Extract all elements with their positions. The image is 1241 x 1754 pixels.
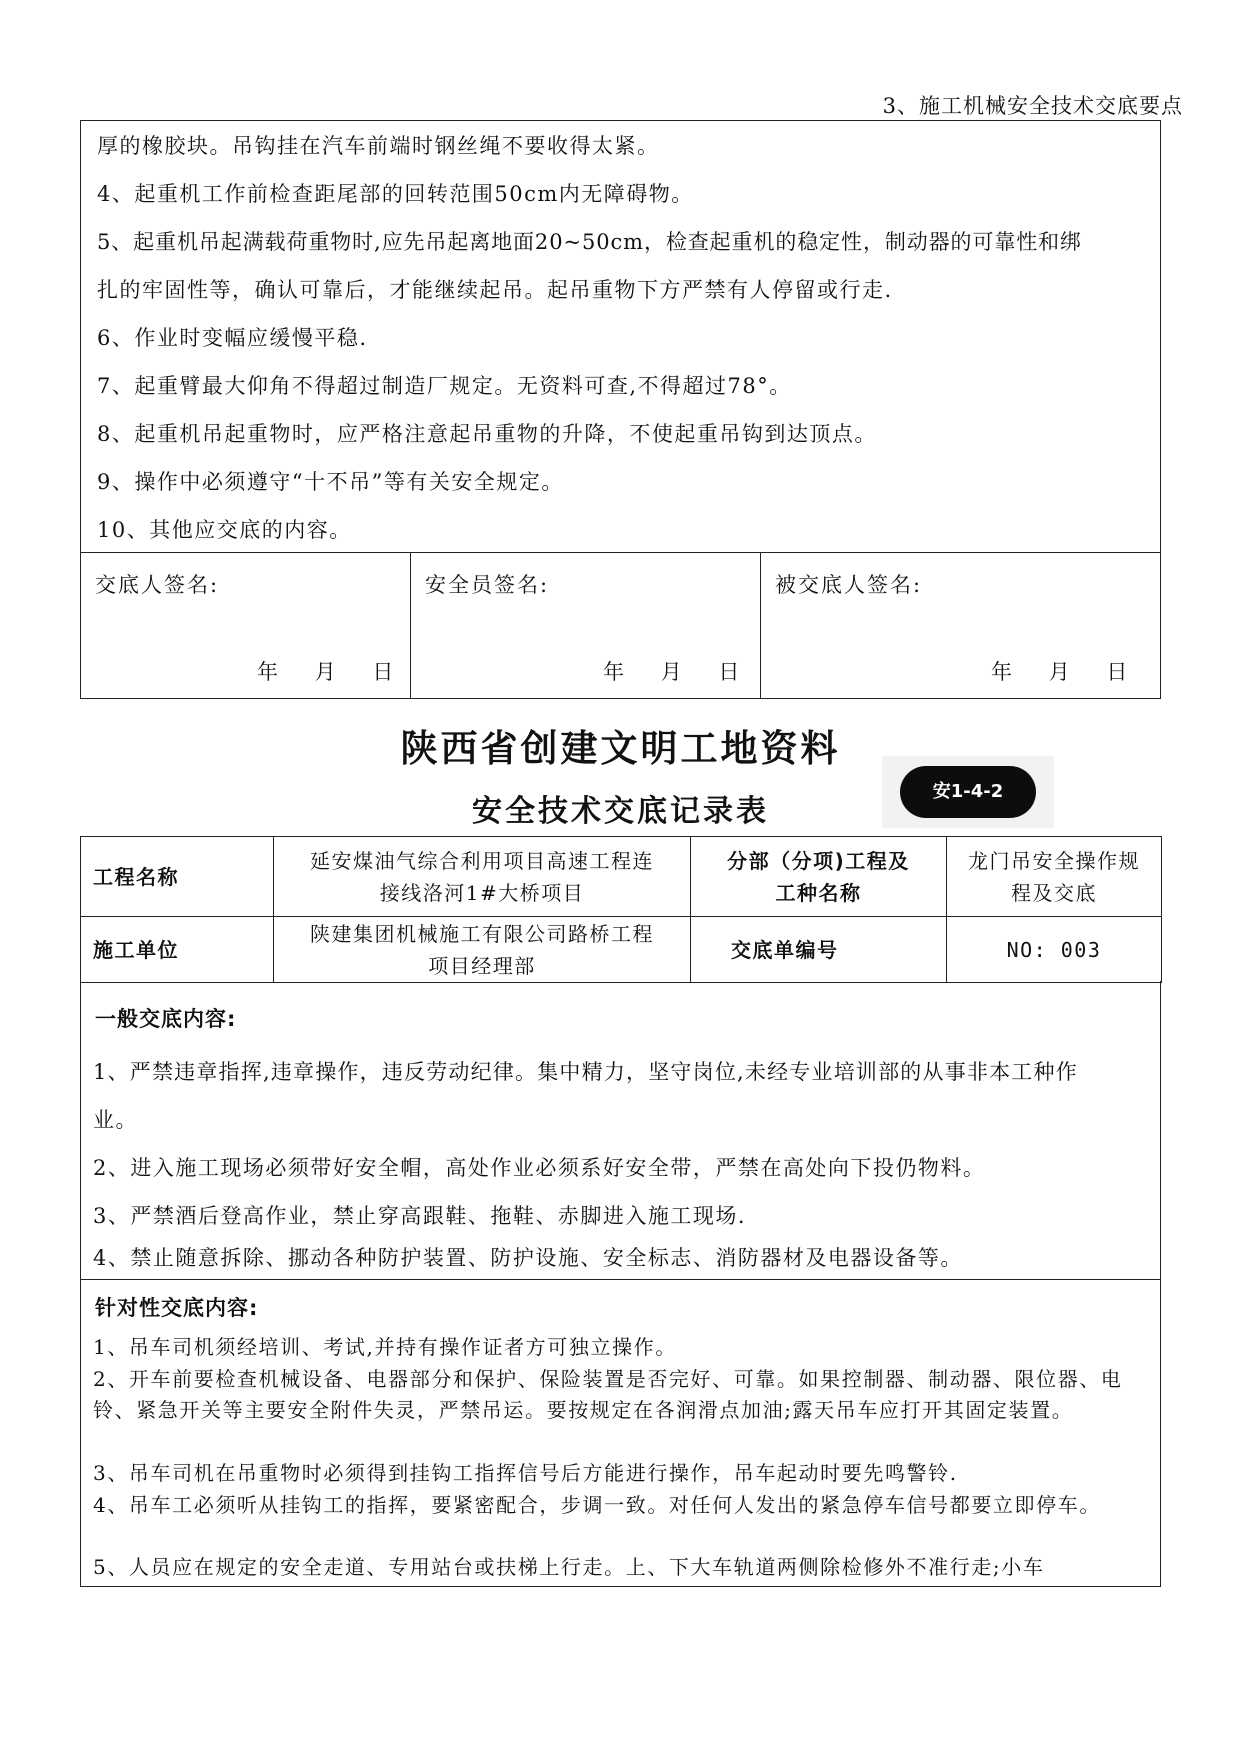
general-item: 业。 bbox=[93, 1108, 138, 1132]
signature-label: 安全员签名: bbox=[425, 573, 550, 597]
specific-item: 3、吊车司机在吊重物时必须得到挂钩工指挥信号后方能进行操作，吊车起动时要先鸣警铃. bbox=[93, 1461, 958, 1485]
specific-item: 1、吊车司机须经培训、考试,并持有操作证者方可独立操作。 bbox=[93, 1335, 677, 1359]
form-title: 安全技术交底记录表 bbox=[472, 794, 769, 829]
general-section-title: 一般交底内容: bbox=[95, 1007, 237, 1031]
general-section bbox=[80, 981, 1161, 1280]
record-number-value: NO: 003 bbox=[947, 917, 1162, 983]
signature-date: 年 月 日 bbox=[257, 660, 396, 684]
signature-cell-presenter bbox=[81, 553, 411, 698]
top-content-box bbox=[80, 120, 1161, 553]
signature-date: 年 月 日 bbox=[991, 660, 1130, 684]
signature-date: 年 月 日 bbox=[603, 660, 742, 684]
division-label: 分部（分项)工程及工种名称 bbox=[691, 837, 947, 917]
signature-label: 被交底人签名: bbox=[775, 573, 923, 597]
form-code-badge bbox=[882, 756, 1054, 828]
general-item: 4、禁止随意拆除、挪动各种防护装置、防护设施、安全标志、消防器材及电器设备等。 bbox=[93, 1246, 963, 1270]
signature-cell-receiver bbox=[761, 553, 1160, 698]
top-line: 6、作业时变幅应缓慢平稳. bbox=[97, 326, 368, 350]
signature-cell-safety-officer bbox=[411, 553, 761, 698]
specific-item: 5、人员应在规定的安全走道、专用站台或扶梯上行走。上、下大车轨道两侧除检修外不准行走;小车 bbox=[93, 1555, 1045, 1579]
division-value: 龙门吊安全操作规程及交底 bbox=[947, 837, 1162, 917]
project-name-value: 延安煤油气综合利用项目高速工程连接线洛河1#大桥项目 bbox=[274, 837, 691, 917]
top-line: 9、操作中必须遵守“十不吊”等有关安全规定。 bbox=[97, 470, 564, 494]
project-name-label: 工程名称 bbox=[81, 837, 274, 917]
record-number-label: 交底单编号 bbox=[691, 917, 947, 983]
specific-section-title: 针对性交底内容: bbox=[95, 1296, 259, 1320]
header-note: 3、施工机械安全技术交底要点 bbox=[882, 94, 1183, 118]
top-line: 4、起重机工作前检查距尾部的回转范围50cm内无障碍物。 bbox=[97, 182, 694, 206]
signature-row bbox=[80, 552, 1161, 699]
specific-section bbox=[80, 1279, 1161, 1587]
general-item: 2、进入施工现场必须带好安全帽，高处作业必须系好安全带，严禁在高处向下投仍物料。 bbox=[93, 1156, 986, 1180]
construction-unit-label: 施工单位 bbox=[81, 917, 274, 983]
document-title: 陕西省创建文明工地资料 bbox=[400, 727, 841, 770]
top-line: 10、其他应交底的内容。 bbox=[97, 518, 352, 542]
top-line: 5、起重机吊起满载荷重物时,应先吊起离地面20~50cm，检查起重机的稳定性，制动器的可靠性和绑 bbox=[97, 230, 1082, 254]
specific-item: 4、吊车工必须听从挂钩工的指挥，要紧密配合，步调一致。对任何人发出的紧急停车信号都要立即停车。 bbox=[93, 1493, 1101, 1517]
top-line: 厚的橡胶块。吊钩挂在汽车前端时钢丝绳不要收得太紧。 bbox=[97, 134, 660, 158]
general-item: 3、严禁酒后登高作业，禁止穿高跟鞋、拖鞋、赤脚进入施工现场. bbox=[93, 1204, 747, 1228]
top-line: 7、起重臂最大仰角不得超过制造厂规定。无资料可查,不得超过78°。 bbox=[97, 374, 792, 398]
top-line: 8、起重机吊起重物时，应严格注意起吊重物的升降，不使起重吊钩到达顶点。 bbox=[97, 422, 877, 446]
form-code-label: 安1-4-2 bbox=[900, 766, 1036, 818]
top-line: 扎的牢固性等，确认可靠后，才能继续起吊。起吊重物下方严禁有人停留或行走. bbox=[97, 278, 893, 302]
project-info-table bbox=[80, 836, 1162, 983]
construction-unit-value: 陕建集团机械施工有限公司路桥工程项目经理部 bbox=[274, 917, 691, 983]
specific-item: 2、开车前要检查机械设备、电器部分和保护、保险装置是否完好、可靠。如果控制器、制动器、限位器、电铃、紧急开关等主要安全附件失灵，严禁吊运。要按规定在各润滑点加油;露天吊车应打开其固定装置。 bbox=[93, 1367, 1123, 1422]
signature-label: 交底人签名: bbox=[95, 573, 220, 597]
general-item: 1、严禁违章指挥,违章操作，违反劳动纪律。集中精力，坚守岗位,未经专业培训部的从事非本工种作 bbox=[93, 1060, 1078, 1084]
